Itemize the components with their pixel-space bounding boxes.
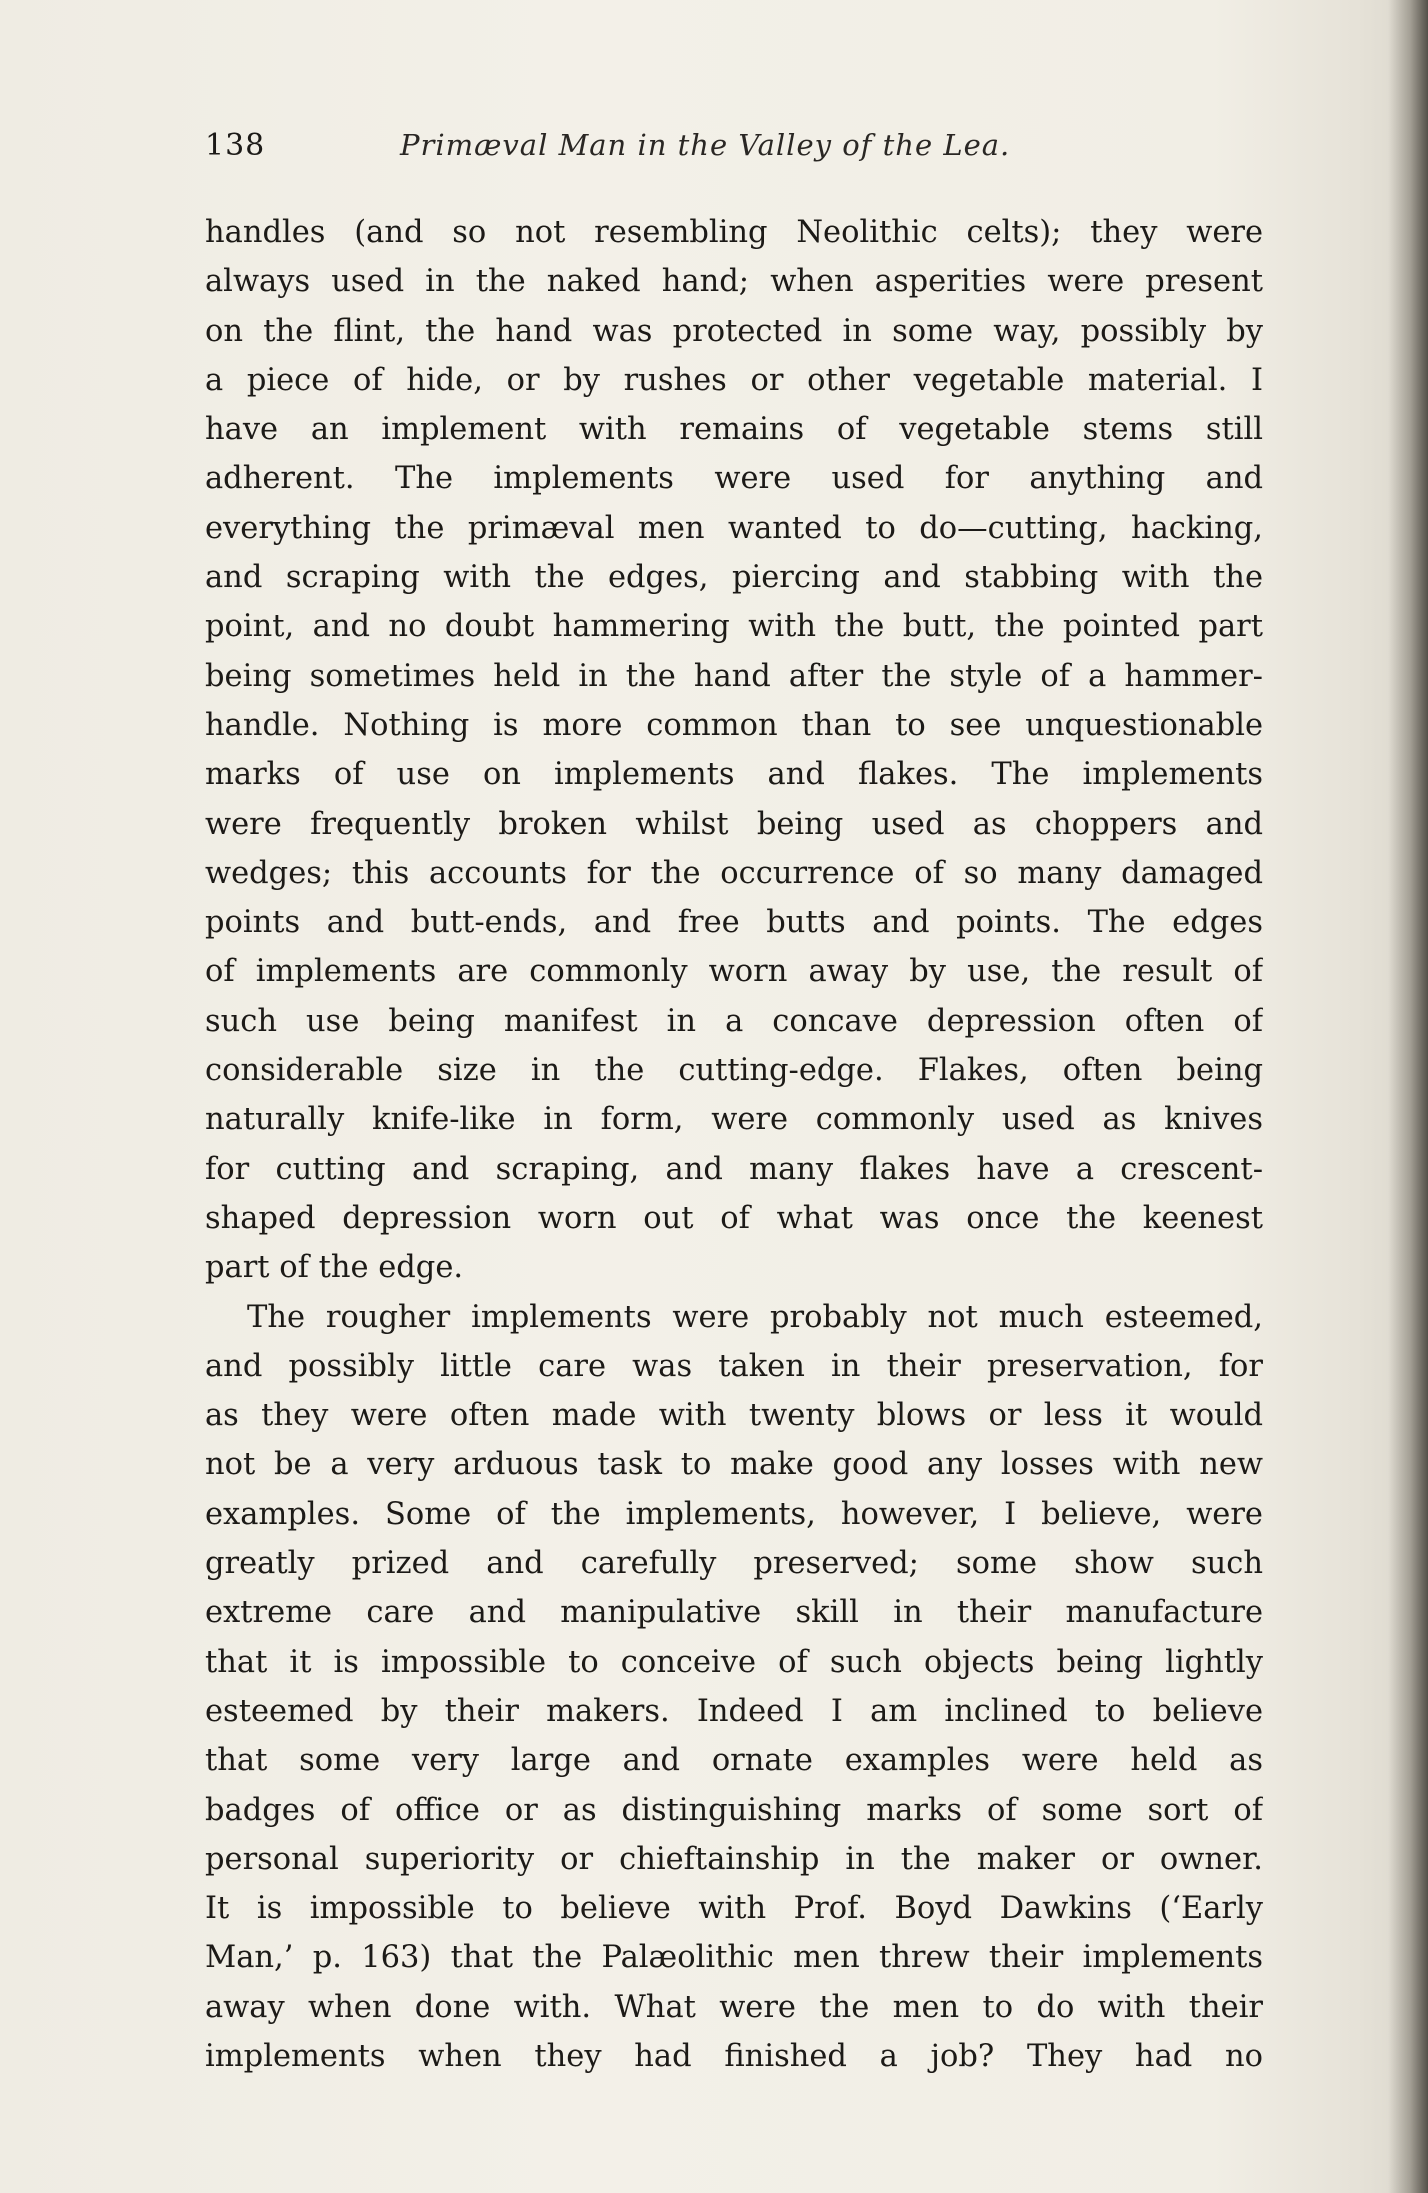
text-line: away when done with. What were the men to do with their <box>205 1989 1263 2025</box>
text-line: adherent. The implements were used for anything and <box>205 461 1263 497</box>
text-line: that it is impossible to conceive of such objects being lightly <box>205 1644 1263 1680</box>
text-line: extreme care and manipulative skill in their manufacture <box>205 1595 1263 1631</box>
text-line: being sometimes held in the hand after the style of a hammer- <box>205 658 1263 694</box>
text-line: such use being manifest in a concave depression often of <box>205 1003 1263 1039</box>
text-line: The rougher implements were probably not much esteemed, <box>247 1299 1263 1335</box>
text-line: personal superiority or chieftainship in the maker or owner. <box>205 1841 1263 1877</box>
text-line: that some very large and ornate examples were held as <box>205 1743 1263 1779</box>
text-line: not be a very arduous task to make good any losses with new <box>205 1447 1263 1483</box>
text-line: examples. Some of the implements, however, I believe, were <box>205 1496 1263 1532</box>
text-line: handle. Nothing is more common than to see unquestionable <box>205 707 1263 743</box>
text-line: shaped depression worn out of what was once the keenest <box>205 1200 1263 1236</box>
text-line: on the flint, the hand was protected in some way, possibly by <box>205 313 1263 349</box>
text-line: point, and no doubt hammering with the butt, the pointed part <box>205 609 1263 645</box>
text-line: greatly prized and carefully preserved; some show such <box>205 1546 1263 1582</box>
text-line: marks of use on implements and flakes. The implements <box>205 757 1263 793</box>
text-line: of implements are commonly worn away by use, the result of <box>205 954 1263 990</box>
text-line: Man,’ p. 163) that the Palæolithic men threw their implements <box>205 1940 1263 1976</box>
text-line: badges of office or as distinguishing marks of some sort of <box>205 1792 1263 1828</box>
page-edge-shadow <box>1388 0 1428 2193</box>
text-line: and possibly little care was taken in their preservation, for <box>205 1348 1263 1384</box>
text-line: naturally knife-like in form, were commonly used as knives <box>205 1102 1263 1138</box>
text-line: wedges; this accounts for the occurrence of so many damaged <box>205 855 1263 891</box>
page-number: 138 <box>205 128 266 163</box>
text-line: always used in the naked hand; when asperities were present <box>205 264 1263 300</box>
text-line: have an implement with remains of vegetable stems still <box>205 412 1263 448</box>
text-line: It is impossible to believe with Prof. Boyd Dawkins (‘Early <box>205 1891 1263 1927</box>
text-line: and scraping with the edges, piercing and stabbing with the <box>205 560 1263 596</box>
text-line: for cutting and scraping, and many flakes have a crescent- <box>205 1151 1263 1187</box>
text-line: esteemed by their makers. Indeed I am inclined to believe <box>205 1693 1263 1729</box>
text-line: points and butt-ends, and free butts and points. The edges <box>205 905 1263 941</box>
text-line: were frequently broken whilst being used as choppers and <box>205 806 1263 842</box>
text-line: part of the edge. <box>205 1250 464 1286</box>
text-line: everything the primæval men wanted to do—cutting, hacking, <box>205 510 1263 546</box>
text-line: implements when they had finished a job? They had no <box>205 2038 1263 2074</box>
text-line: considerable size in the cutting-edge. Flakes, often being <box>205 1053 1263 1089</box>
running-title: Primæval Man in the Valley of the Lea. <box>400 128 1011 162</box>
text-line: a piece of hide, or by rushes or other vegetable material. I <box>205 362 1263 398</box>
running-head <box>205 120 1275 180</box>
body-text <box>205 208 1263 2081</box>
text-line: handles (and so not resembling Neolithic celts); they were <box>205 215 1263 250</box>
text-line: as they were often made with twenty blows or less it would <box>205 1398 1263 1434</box>
